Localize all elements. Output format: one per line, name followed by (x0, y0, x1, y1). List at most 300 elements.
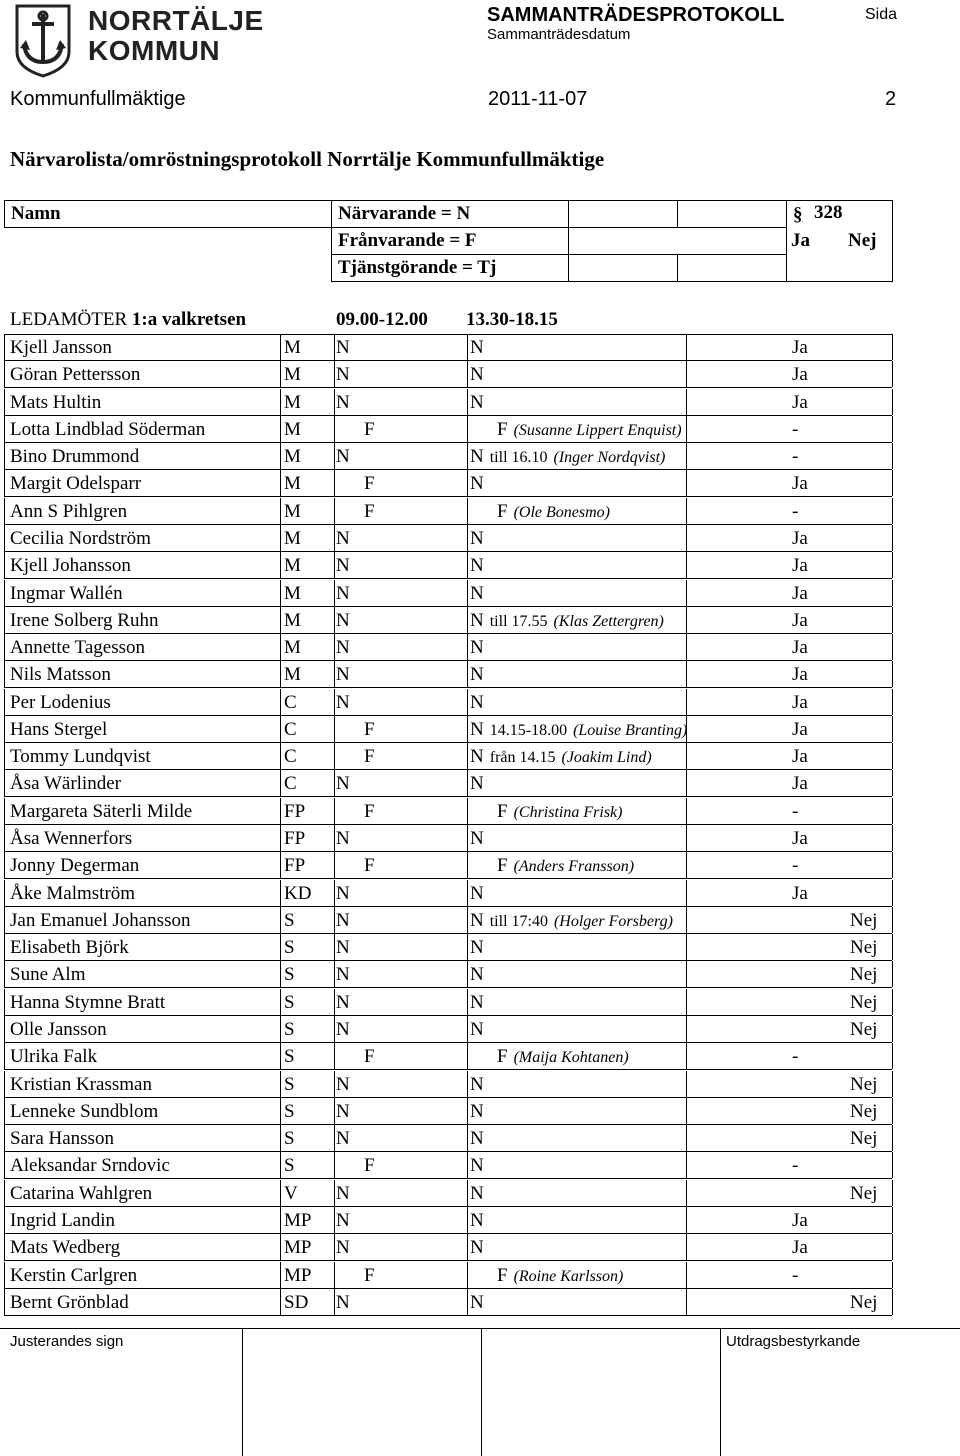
row-divider (686, 634, 687, 660)
row-divider (334, 743, 335, 769)
row-divider (467, 1016, 468, 1042)
time-note: till 17.55 (489, 612, 548, 630)
substitute-note: (Roine Karlsson) (513, 1267, 624, 1285)
row-divider (467, 1234, 468, 1260)
vote: Nej (850, 937, 878, 959)
row-divider (686, 1234, 687, 1260)
substitute-note: (Christina Frisk) (513, 803, 623, 821)
member-name: Tommy Lundqvist (10, 746, 151, 768)
org-name (88, 6, 264, 66)
session2-cell (470, 389, 484, 416)
table-row (4, 907, 892, 934)
substitute-note: (Anders Fransson) (513, 858, 635, 876)
row-divider (334, 498, 335, 524)
legend-blank-a1 (568, 200, 678, 228)
table-row (4, 470, 892, 497)
row-divider (280, 1043, 281, 1069)
row-divider (467, 416, 468, 442)
table-row (4, 661, 892, 688)
row-divider (892, 552, 893, 578)
session2-status: F (497, 800, 508, 822)
row-divider (686, 1262, 687, 1288)
row-divider (686, 334, 687, 360)
table-row (4, 961, 892, 988)
party: M (284, 337, 301, 358)
row-divider (280, 689, 281, 715)
row-divider (280, 1125, 281, 1151)
row-divider (892, 416, 893, 442)
member-name: Hans Stergel (10, 718, 108, 740)
party: S (284, 1100, 295, 1122)
session1-status: N (336, 937, 350, 959)
table-row (4, 361, 892, 388)
member-name: Åsa Wärlinder (10, 773, 121, 795)
row-divider (280, 498, 281, 524)
session2-status: F (497, 855, 508, 877)
row-divider (280, 661, 281, 687)
session2-status: N (470, 555, 484, 577)
session1-status: N (336, 391, 350, 413)
row-divider (892, 580, 893, 606)
table-row (4, 880, 892, 907)
row-divider (280, 607, 281, 633)
vote: Ja (792, 1209, 808, 1231)
row-divider (4, 1125, 5, 1151)
party: MP (284, 1264, 312, 1286)
party: S (284, 964, 295, 986)
substitute-note: (Inger Nordqvist) (553, 449, 666, 467)
row-divider (467, 525, 468, 551)
row-divider (334, 416, 335, 442)
row-divider (280, 416, 281, 442)
member-name: Irene Solberg Ruhn (10, 609, 159, 631)
party: M (284, 446, 301, 468)
row-divider (892, 334, 893, 360)
row-divider (280, 552, 281, 578)
row-divider (280, 1098, 281, 1124)
member-name: Nils Matsson (10, 664, 111, 686)
session2-cell (470, 825, 484, 852)
member-name: Sune Alm (10, 964, 86, 986)
session2-status: N (470, 964, 484, 986)
member-name: Åsa Wennerfors (10, 828, 133, 850)
table-row (4, 1125, 892, 1152)
vote: Nej (850, 1073, 878, 1095)
row-divider (892, 880, 893, 906)
session1-status: F (364, 800, 375, 822)
session2-status: N (470, 527, 484, 549)
row-divider (334, 661, 335, 687)
session2-status: F (497, 1264, 508, 1286)
row-divider (467, 880, 468, 906)
row-divider (892, 1016, 893, 1042)
session2-status: N (470, 1128, 484, 1150)
table-row (4, 1152, 892, 1179)
row-divider (892, 907, 893, 933)
row-divider (686, 989, 687, 1015)
row-divider (892, 770, 893, 796)
member-name: Per Lodenius (10, 691, 111, 713)
time-note: från 14.15 (489, 749, 556, 767)
row-divider (467, 743, 468, 769)
session2-cell (470, 1289, 484, 1316)
row-divider (686, 934, 687, 960)
row-divider (4, 552, 5, 578)
member-name: Margit Odelsparr (10, 473, 142, 495)
session2-status: N (470, 664, 484, 686)
row-divider (467, 961, 468, 987)
row-divider (280, 961, 281, 987)
row-divider (334, 934, 335, 960)
party: S (284, 909, 295, 931)
row-divider (892, 1043, 893, 1069)
session2-status: F (497, 1046, 508, 1068)
session2-cell (470, 689, 484, 716)
row-divider (4, 1234, 5, 1260)
row-divider (334, 961, 335, 987)
session1-status: N (336, 828, 350, 850)
vote: - (792, 1155, 799, 1177)
row-divider (280, 525, 281, 551)
row-divider (467, 989, 468, 1015)
row-divider (334, 1125, 335, 1151)
row-divider (334, 443, 335, 469)
vote: Ja (792, 391, 808, 413)
session1-status: F (364, 1155, 375, 1177)
party: M (284, 527, 301, 549)
row-divider (334, 361, 335, 387)
session2-cell (470, 961, 484, 988)
row-divider (892, 1262, 893, 1288)
session-time-1: 09.00-12.00 (336, 309, 428, 330)
row-divider (467, 1152, 468, 1178)
session1-status: N (336, 446, 350, 468)
party: S (284, 1155, 295, 1177)
row-divider (334, 334, 335, 360)
row-divider (892, 1234, 893, 1260)
party: S (284, 1046, 295, 1068)
row-divider (334, 716, 335, 742)
party: SD (284, 1291, 309, 1313)
row-divider (280, 361, 281, 387)
party: FP (284, 855, 306, 877)
party: M (284, 637, 301, 659)
row-divider (334, 580, 335, 606)
absent-legend: Frånvarande = F (338, 230, 477, 251)
session1-status: F (364, 473, 375, 495)
time-note: till 16.10 (489, 449, 548, 467)
session2-status: N (470, 909, 484, 931)
session2-cell (470, 880, 484, 907)
row-divider (686, 689, 687, 715)
party: S (284, 1128, 295, 1150)
row-divider (467, 552, 468, 578)
table-row (4, 1180, 892, 1207)
vote: Ja (792, 882, 808, 904)
row-divider (686, 852, 687, 878)
row-divider (4, 825, 5, 851)
section-title-bold: 1:a valkretsen (131, 309, 247, 330)
row-divider (4, 498, 5, 524)
row-divider (467, 1180, 468, 1206)
session1-status: F (364, 1046, 375, 1068)
time-note: till 17:40 (489, 912, 548, 930)
row-divider (686, 470, 687, 496)
row-divider (4, 1071, 5, 1097)
table-row (4, 989, 892, 1016)
session2-status: N (470, 473, 484, 495)
session2-cell (470, 907, 673, 935)
footer-divider-3 (720, 1328, 721, 1456)
member-name: Margareta Säterli Milde (10, 800, 193, 822)
vote: Nej (850, 1128, 878, 1150)
session2-cell (497, 1262, 623, 1290)
time-note: 14.15-18.00 (489, 721, 568, 739)
row-divider (334, 1016, 335, 1042)
member-name: Bernt Grönblad (10, 1291, 129, 1313)
row-divider (467, 580, 468, 606)
table-row (4, 498, 892, 525)
row-divider (686, 907, 687, 933)
row-divider (4, 689, 5, 715)
row-divider (4, 1180, 5, 1206)
row-divider (686, 607, 687, 633)
session1-status: N (336, 1291, 350, 1313)
row-divider (4, 798, 5, 824)
table-row (4, 389, 892, 416)
row-divider (334, 989, 335, 1015)
row-divider (4, 389, 5, 415)
session1-status: N (336, 964, 350, 986)
member-name: Elisabeth Björk (10, 937, 129, 959)
party: MP (284, 1237, 312, 1259)
vote: Ja (792, 746, 808, 768)
party: M (284, 664, 301, 686)
footer-certification-label: Utdragsbestyrkande (726, 1333, 861, 1350)
session2-cell (497, 798, 622, 826)
row-divider (334, 525, 335, 551)
row-divider (467, 1207, 468, 1233)
table-row (4, 825, 892, 852)
row-divider (686, 1098, 687, 1124)
row-divider (280, 1234, 281, 1260)
row-divider (334, 470, 335, 496)
session1-status: F (364, 1264, 375, 1286)
session2-status: F (497, 500, 508, 522)
session1-status: N (336, 582, 350, 604)
member-name: Aleksandar Srndovic (10, 1155, 170, 1177)
session2-cell (470, 361, 484, 388)
row-divider (334, 907, 335, 933)
row-divider (4, 470, 5, 496)
session2-cell (470, 1207, 484, 1234)
row-divider (4, 743, 5, 769)
session1-status: F (364, 418, 375, 440)
serving-legend: Tjänstgörande = Tj (338, 257, 497, 278)
row-divider (686, 525, 687, 551)
row-divider (686, 1207, 687, 1233)
session1-status: N (336, 555, 350, 577)
substitute-note: (Louise Branting) (573, 721, 688, 739)
footer-divider-2 (481, 1328, 482, 1456)
session-time-2: 13.30-18.15 (466, 309, 558, 330)
session2-cell (470, 580, 484, 607)
session1-status: N (336, 1209, 350, 1231)
member-name: Bino Drummond (10, 446, 140, 468)
party: C (284, 746, 297, 768)
row-divider (280, 443, 281, 469)
vote: Nej (850, 1100, 878, 1122)
row-divider (686, 880, 687, 906)
row-divider (686, 1125, 687, 1151)
row-divider (686, 1043, 687, 1069)
row-divider (334, 1180, 335, 1206)
member-name: Lotta Lindblad Söderman (10, 418, 206, 440)
row-divider (4, 852, 5, 878)
member-name: Åke Malmström (10, 882, 136, 904)
session2-status: N (470, 637, 484, 659)
table-row (4, 634, 892, 661)
row-divider (334, 1152, 335, 1178)
row-divider (334, 852, 335, 878)
session2-cell (497, 416, 682, 444)
session2-status: N (470, 1291, 484, 1313)
member-name: Catarina Wahlgren (10, 1182, 153, 1204)
session2-cell (470, 1016, 484, 1043)
session1-status: F (364, 718, 375, 740)
legend-serving-cell (331, 254, 569, 282)
row-divider (467, 334, 468, 360)
table-row (4, 334, 892, 361)
row-divider (467, 1098, 468, 1124)
row-divider (467, 498, 468, 524)
row-divider (280, 1016, 281, 1042)
row-divider (4, 1152, 5, 1178)
member-name: Olle Jansson (10, 1019, 107, 1040)
vote: Ja (792, 828, 808, 850)
party: FP (284, 800, 306, 822)
vote: Ja (792, 664, 808, 686)
session2-cell (470, 1098, 484, 1125)
session2-cell (470, 743, 652, 771)
member-name: Lenneke Sundblom (10, 1100, 159, 1122)
row-divider (686, 1071, 687, 1097)
row-divider (280, 716, 281, 742)
row-divider (4, 716, 5, 742)
row-divider (892, 1152, 893, 1178)
row-divider (4, 1262, 5, 1288)
member-name: Kerstin Carlgren (10, 1264, 138, 1286)
row-divider (892, 934, 893, 960)
member-name: Sara Hansson (10, 1128, 114, 1150)
session2-status: N (470, 364, 484, 386)
party: C (284, 773, 297, 795)
row-divider (892, 389, 893, 415)
vote: Nej (850, 1019, 878, 1040)
row-divider (686, 743, 687, 769)
member-name: Annette Tagesson (10, 637, 145, 659)
row-divider (892, 634, 893, 660)
session2-cell (470, 1125, 484, 1152)
vote: Ja (792, 582, 808, 604)
row-divider (686, 361, 687, 387)
party: M (284, 418, 301, 440)
row-divider (892, 1180, 893, 1206)
party: M (284, 364, 301, 386)
row-divider (280, 743, 281, 769)
table-row (4, 1016, 892, 1043)
row-divider (280, 1071, 281, 1097)
session1-status: N (336, 527, 350, 549)
session2-status: N (470, 1073, 484, 1095)
table-row (4, 716, 892, 743)
session1-status: N (336, 664, 350, 686)
session2-status: N (470, 337, 484, 358)
vote: Nej (850, 1291, 878, 1313)
vote: - (792, 855, 799, 877)
party: FP (284, 828, 306, 850)
row-divider (892, 743, 893, 769)
row-divider (4, 525, 5, 551)
row-divider (4, 661, 5, 687)
footer-signature-label: Justerandes sign (10, 1333, 124, 1350)
row-divider (686, 389, 687, 415)
session1-status: N (336, 1128, 350, 1150)
table-row (4, 580, 892, 607)
session2-cell (497, 1043, 629, 1071)
row-divider (4, 416, 5, 442)
row-divider (4, 443, 5, 469)
org-name-line2: KOMMUN (88, 35, 221, 66)
row-divider (892, 798, 893, 824)
table-row (4, 1071, 892, 1098)
vote: - (792, 800, 799, 822)
vote: Ja (792, 718, 808, 740)
row-divider (892, 498, 893, 524)
doc-title: SAMMANTRÄDESPROTOKOLL (487, 4, 785, 26)
row-divider (4, 1207, 5, 1233)
row-divider (467, 1125, 468, 1151)
row-divider (467, 907, 468, 933)
footer-divider (0, 1328, 960, 1329)
member-name: Mats Hultin (10, 391, 102, 413)
row-divider (686, 1152, 687, 1178)
row-divider (467, 770, 468, 796)
row-divider (334, 1289, 335, 1315)
member-name: Hanna Stymne Bratt (10, 991, 166, 1013)
row-divider (467, 798, 468, 824)
table-row (4, 552, 892, 579)
session2-cell (470, 334, 484, 361)
row-divider (467, 607, 468, 633)
row-divider (892, 989, 893, 1015)
yes-header: Ja (791, 230, 810, 251)
session2-status: N (470, 1019, 484, 1040)
section-title-plain: LEDAMÖTER (10, 309, 132, 330)
row-divider (280, 907, 281, 933)
section-mark: § (793, 204, 803, 225)
vote: - (792, 1264, 799, 1286)
session1-status: F (364, 500, 375, 522)
row-divider (467, 825, 468, 851)
legend-absent-cell (331, 227, 569, 255)
row-divider (334, 1098, 335, 1124)
row-divider (280, 470, 281, 496)
row-divider (4, 1098, 5, 1124)
session2-status: N (470, 582, 484, 604)
member-name: Cecilia Nordström (10, 527, 151, 549)
session2-cell (470, 770, 484, 797)
